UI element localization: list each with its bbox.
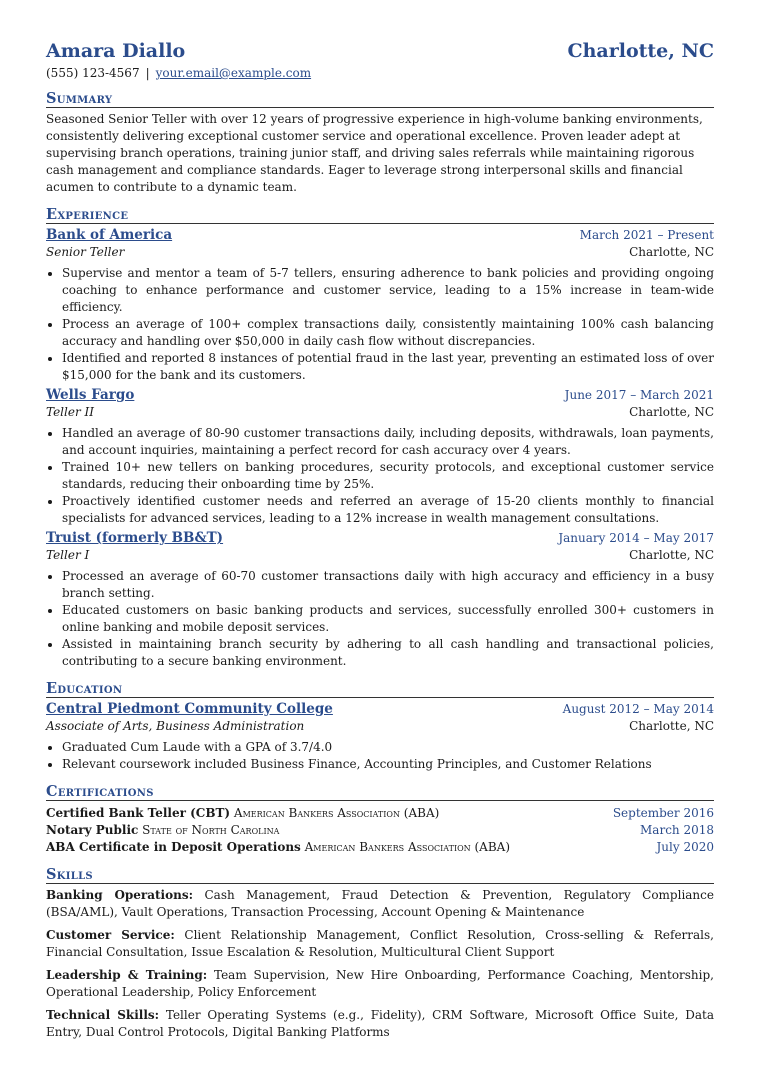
skill-group bbox=[46, 967, 714, 1001]
summary-text: Seasoned Senior Teller with over 12 years of progressive experience in high-volume banking environments, consistently delivering exceptional customer service and operational excellence. Proven leader adept at supervising branch operations, training junior staff, and driving sales referrals while maintaining rigorous cash management and compliance standards. Eager to leverage strong interpersonal skills and financial acumen to contribute to a dynamic team. bbox=[46, 112, 703, 194]
certification-name: ABA Certificate in Deposit Operations bbox=[46, 840, 301, 854]
bullet-item: • Graduated Cum Laude with a GPA of 3.7/4.0 bbox=[62, 739, 714, 756]
degree: Associate of Arts, Business Administration bbox=[46, 719, 305, 733]
skill-group bbox=[46, 887, 714, 921]
bullet-list bbox=[46, 568, 714, 670]
contact-line bbox=[46, 66, 714, 80]
section-title-skills: Skills bbox=[46, 866, 714, 884]
phone-number: (555) 123-4567 bbox=[46, 66, 140, 80]
job-location: Charlotte, NC bbox=[629, 548, 714, 562]
certification-list bbox=[46, 805, 714, 856]
certification-item bbox=[46, 839, 714, 856]
bullet-item: • Handled an average of 80-90 customer transactions daily, including deposits, withdrawals, loan payments, and account inquiries, maintaining a perfect record for cash accuracy over 4 years. bbox=[62, 425, 714, 459]
bullet-item: • Process an average of 100+ complex transactions daily, consistently maintaining 100% cash balancing accuracy and handling over $50,000 in daily cash flow without discrepancies. bbox=[62, 316, 714, 350]
education-dates: August 2012 – May 2014 bbox=[562, 702, 714, 716]
skill-group-text: Team Supervision, New Hire Onboarding, Performance Coaching, Mentorship, Operational Leadership, Policy Enforcement bbox=[46, 968, 714, 999]
certification-issuer: American Bankers Association (ABA) bbox=[233, 806, 440, 820]
skill-group-text: Teller Operating Systems (e.g., Fidelity), CRM Software, Microsoft Office Suite, Data Entry, Dual Control Protocols, Digital Banking Platforms bbox=[46, 1008, 714, 1039]
certification-item bbox=[46, 822, 714, 839]
certification-date: July 2020 bbox=[656, 840, 714, 854]
job-title: Teller I bbox=[46, 548, 90, 562]
skill-group bbox=[46, 1007, 714, 1041]
employment-dates: January 2014 – May 2017 bbox=[558, 531, 714, 545]
skill-group-label: Customer Service: bbox=[46, 928, 175, 942]
section-title-certifications: Certifications bbox=[46, 783, 714, 801]
resume-page bbox=[46, 40, 714, 1041]
job-title: Teller II bbox=[46, 405, 94, 419]
school-link[interactable]: Central Piedmont Community College bbox=[46, 701, 333, 717]
experience-entry bbox=[46, 227, 714, 384]
job-location: Charlotte, NC bbox=[629, 245, 714, 259]
employer-link[interactable]: Bank of America bbox=[46, 227, 173, 243]
bullet-item: • Relevant coursework included Business Finance, Accounting Principles, and Customer Relations bbox=[62, 756, 714, 773]
employment-dates: March 2021 – Present bbox=[579, 228, 714, 242]
skill-group-text: Client Relationship Management, Conflict Resolution, Cross-selling & Referrals, Financial Consultation, Issue Escalation & Resolution, Multicultural Client Support bbox=[46, 928, 714, 959]
section-title-experience: Experience bbox=[46, 206, 714, 224]
bullet-list bbox=[46, 739, 714, 773]
certification-name: Notary Public bbox=[46, 823, 139, 837]
job-title: Senior Teller bbox=[46, 245, 125, 259]
section-title-summary: Summary bbox=[46, 90, 714, 108]
certification-name: Certified Bank Teller (CBT) bbox=[46, 806, 231, 820]
certification-date: September 2016 bbox=[612, 806, 714, 820]
section-title-education: Education bbox=[46, 680, 714, 698]
experience-entry bbox=[46, 530, 714, 670]
bullet-item: • Trained 10+ new tellers on banking procedures, security protocols, and exceptional customer service standards, reducing their onboarding time by 25%. bbox=[62, 459, 714, 493]
skill-group-text: Cash Management, Fraud Detection & Prevention, Regulatory Compliance (BSA/AML), Vault Operations, Transaction Processing, Account Opening & Maintenance bbox=[46, 888, 714, 919]
job-location: Charlotte, NC bbox=[629, 405, 714, 419]
bullet-item: • Identified and reported 8 instances of potential fraud in the last year, preventing an estimated loss of over $15,000 for the bank and its customers. bbox=[62, 350, 714, 384]
bullet-item: • Processed an average of 60-70 customer transactions daily with high accuracy and efficiency in a busy branch setting. bbox=[62, 568, 714, 602]
skill-group bbox=[46, 927, 714, 961]
school-location: Charlotte, NC bbox=[629, 719, 714, 733]
certification-issuer: State of North Carolina bbox=[142, 823, 280, 837]
resume-header bbox=[46, 40, 714, 62]
certification-item bbox=[46, 805, 714, 822]
contact-separator: | bbox=[145, 66, 150, 80]
skill-group-label: Leadership & Training: bbox=[46, 968, 208, 982]
bullet-item: • Proactively identified customer needs and referred an average of 15-20 clients monthly to financial specialists for advanced services, leading to a 12% increase in wealth management consultations. bbox=[62, 493, 714, 527]
candidate-location: Charlotte, NC bbox=[567, 40, 714, 62]
experience-entry bbox=[46, 387, 714, 527]
employer-link[interactable]: Wells Fargo bbox=[46, 387, 135, 403]
bullet-item: • Assisted in maintaining branch security by adhering to all cash handling and transactional policies, contributing to a secure banking environment. bbox=[62, 636, 714, 670]
certification-issuer: American Bankers Association (ABA) bbox=[304, 840, 511, 854]
employment-dates: June 2017 – March 2021 bbox=[564, 388, 714, 402]
bullet-list bbox=[46, 265, 714, 384]
candidate-name: Amara Diallo bbox=[46, 40, 186, 62]
education-entry bbox=[46, 701, 714, 773]
certification-date: March 2018 bbox=[640, 823, 714, 837]
bullet-list bbox=[46, 425, 714, 527]
skills-list bbox=[46, 887, 714, 1041]
employer-link[interactable]: Truist (formerly BB&T) bbox=[46, 530, 224, 546]
skill-group-label: Banking Operations: bbox=[46, 888, 194, 902]
email-link[interactable]: your.email@example.com bbox=[155, 66, 312, 80]
skill-group-label: Technical Skills: bbox=[46, 1008, 160, 1022]
bullet-item: • Supervise and mentor a team of 5-7 tellers, ensuring adherence to bank policies and providing ongoing coaching to enhance performance and customer service, leading to a 15% increase in team-wide efficiency. bbox=[62, 265, 714, 316]
bullet-item: • Educated customers on basic banking products and services, successfully enrolled 300+ customers in online banking and mobile deposit services. bbox=[62, 602, 714, 636]
